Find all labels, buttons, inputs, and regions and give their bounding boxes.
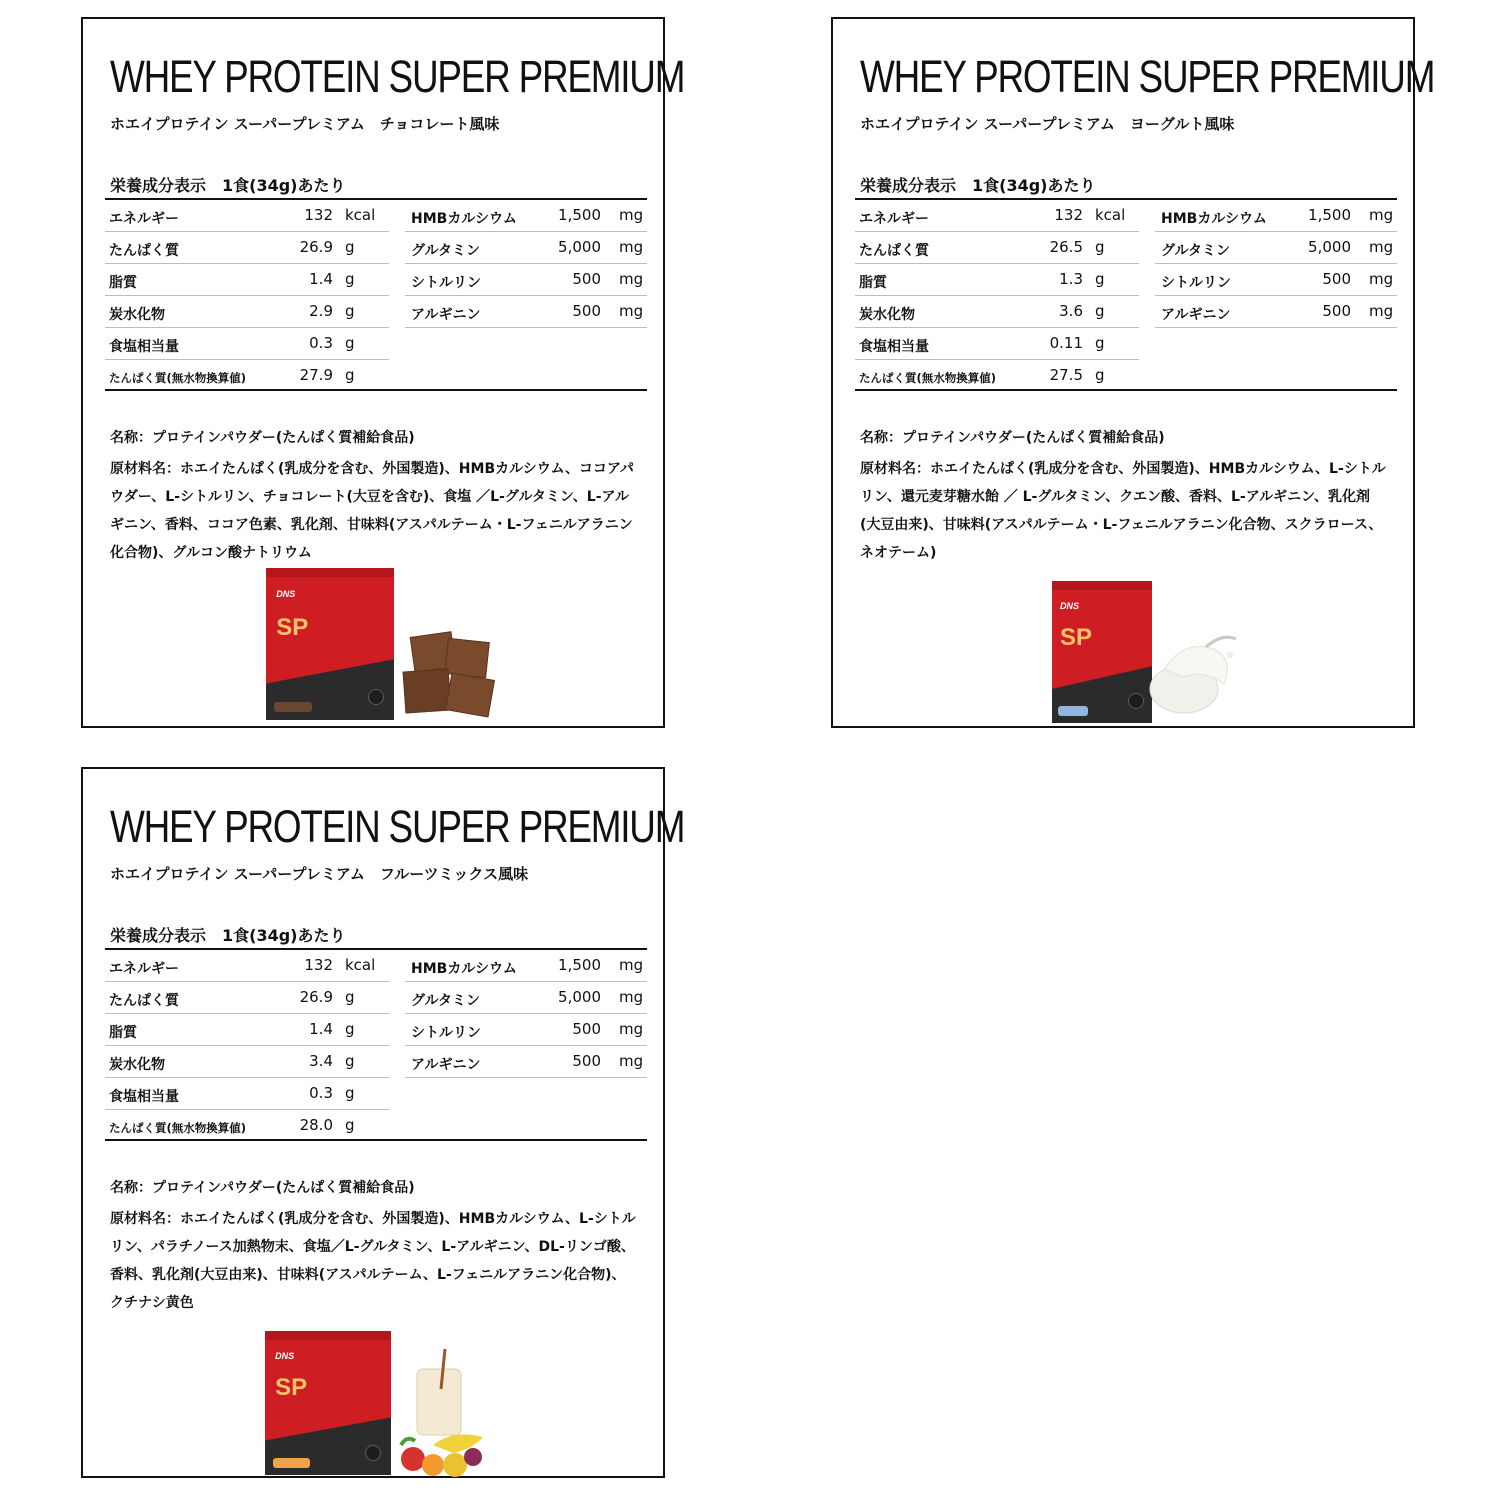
nutrient-label: 炭水化物 [859,307,915,323]
nutrient-value: 1.3 [1059,270,1083,288]
nutrition-row [105,1078,389,1110]
ingredients-text: 原材料名：ホエイたんぱく(乳成分を含む、外国製造)、HMBカルシウム、L-シトルリン、パラチノース加熱物末、食塩／L-グルタミン、L-アルギニン、DL-リンゴ酸、香料、乳化剤(大豆由来)、甘味料(アスパルテーム、L-フェニルアラニン化合物)、クチナシ黄色 [110,1211,636,1311]
supplement-row [1155,264,1397,296]
nutrient-value: 0.3 [309,1084,333,1102]
nutrient-value: 2.9 [309,302,333,320]
supplement-row [405,1046,647,1078]
supplement-value: 500 [1322,302,1351,320]
nutrient-label: エネルギー [859,211,929,227]
supplement-label: HMBカルシウム [411,211,517,227]
supplement-unit: mg [619,988,644,1006]
package-mark: SP [276,613,309,641]
product-card [831,17,1435,728]
nutrient-value: 0.3 [309,334,333,352]
supplement-value: 500 [572,270,601,288]
supplement-unit: mg [619,238,644,256]
supplement-value: 5,000 [558,988,601,1006]
nutrient-label: 食塩相当量 [859,339,929,355]
nutrient-label: 炭水化物 [109,307,165,323]
nutrient-unit: g [345,1084,355,1102]
product-package-image [266,568,394,720]
supplement-unit: mg [619,1052,644,1070]
supplement-unit: mg [1369,238,1394,256]
nutrient-value: 132 [304,206,333,224]
nutrient-unit: g [345,270,355,288]
package-flavor-tag [273,1458,311,1468]
nutrient-unit: g [1095,366,1105,384]
nutrient-value: 3.6 [1059,302,1083,320]
nutrient-value: 1.4 [309,270,333,288]
supplement-label: グルタミン [411,243,481,259]
supplement-label: HMBカルシウム [1161,211,1267,227]
supplement-label: グルタミン [411,993,481,1009]
nutrient-label: 炭水化物 [109,1057,165,1073]
nutrient-unit: kcal [1095,206,1126,224]
fruit-mix-image [393,1349,489,1479]
nutrition-column-main [105,950,389,1141]
supplement-value: 5,000 [558,238,601,256]
nutrient-label: 食塩相当量 [109,339,179,355]
supplement-unit: mg [619,956,644,974]
nutrition-column-main [105,200,389,391]
product-card [81,767,685,1478]
nutrition-row [105,1046,389,1078]
nutrient-unit: kcal [345,956,376,974]
supplement-label: アルギニン [411,307,481,323]
nutrient-unit: g [345,1052,355,1070]
package-flavor-tag [274,702,312,713]
nutrition-row [855,296,1139,328]
product-title: WHEY PROTEIN SUPER PREMIUM [860,51,1435,102]
nutrient-label: たんぱく質 [109,243,179,259]
nutrient-label: 食塩相当量 [109,1089,179,1105]
nutrition-row [855,264,1139,296]
supplement-label: シトルリン [411,275,481,291]
nutrient-value: 27.5 [1049,366,1083,384]
nutrient-value: 26.9 [299,988,333,1006]
nutrient-value: 3.4 [309,1052,333,1070]
nutrient-value: 26.5 [1049,238,1083,256]
package-top-band [1052,581,1152,590]
supplement-row [405,296,647,328]
nutrition-row [105,200,389,232]
supplement-row [405,982,647,1014]
supplement-value: 500 [572,302,601,320]
product-name-line: 名称：プロテインパウダー(たんぱく質補給食品) [110,1180,415,1196]
product-title: WHEY PROTEIN SUPER PREMIUM [110,801,685,852]
nutrition-row [105,950,389,982]
supplement-row [405,950,647,982]
supplement-value: 1,500 [558,956,601,974]
nutrient-unit: g [345,302,355,320]
nutrient-unit: g [1095,302,1105,320]
product-package-image [265,1331,391,1475]
package-seal-icon [365,1445,381,1461]
nutrient-label: たんぱく質 [859,243,929,259]
table-bottom-rule [105,389,647,391]
nutrition-row [855,328,1139,360]
product-name-line: 名称：プロテインパウダー(たんぱく質補給食品) [110,430,415,446]
supplement-label: アルギニン [411,1057,481,1073]
nutrient-value: 28.0 [299,1116,333,1134]
nutrition-row [855,360,1139,391]
supplement-label: シトルリン [411,1025,481,1041]
table-bottom-rule [105,1139,647,1141]
supplement-value: 1,500 [1308,206,1351,224]
chocolate-image [402,634,494,720]
nutrition-row [105,328,389,360]
supplement-row [405,264,647,296]
nutrition-row [105,232,389,264]
supplement-value: 5,000 [1308,238,1351,256]
package-logo: DNS [1060,600,1080,611]
nutrient-unit: g [1095,238,1105,256]
package-mark: SP [1060,623,1093,651]
supplement-label: シトルリン [1161,275,1231,291]
nutrient-value: 27.9 [299,366,333,384]
nutrition-heading: 栄養成分表示 1食(34g)あたり [860,176,1096,195]
supplement-value: 500 [572,1052,601,1070]
nutrient-unit: g [345,334,355,352]
supplement-value: 500 [572,1020,601,1038]
nutrition-row [855,200,1139,232]
package-top-band [265,1331,391,1340]
product-subtitle: ホエイプロテイン スーパープレミアム チョコレート風味 [110,115,500,133]
nutrient-value: 0.11 [1049,334,1083,352]
supplement-value: 1,500 [558,206,601,224]
package-seal-icon [368,689,384,705]
nutrient-value: 1.4 [309,1020,333,1038]
nutrition-heading: 栄養成分表示 1食(34g)あたり [110,176,346,195]
package-mark: SP [275,1374,308,1402]
yogurt-splash-image [1144,629,1240,721]
package-flavor-tag [1058,706,1088,716]
nutrient-unit: g [1095,270,1105,288]
ingredients-text: 原材料名：ホエイたんぱく(乳成分を含む、外国製造)、HMBカルシウム、L-シトルリン、還元麦芽糖水飴 ／ L-グルタミン、クエン酸、香料、L-アルギニン、乳化剤(大豆由来)、甘味料(アスパルテーム・L-フェニルアラニン化合物、スクラロース、ネオテーム) [860,461,1386,561]
nutrient-label: エネルギー [109,211,179,227]
nutrient-label: たんぱく質(無水物換算値) [859,371,997,385]
nutrient-value: 26.9 [299,238,333,256]
nutrition-row [105,982,389,1014]
supplement-label: HMBカルシウム [411,961,517,977]
nutrition-row [105,1110,389,1141]
nutrition-column-supplements [405,200,647,328]
package-logo: DNS [276,589,296,600]
ingredients-text: 原材料名：ホエイたんぱく(乳成分を含む、外国製造)、HMBカルシウム、ココアパウダー、L-シトルリン、チョコレート(大豆を含む)、食塩 ／L-グルタミン、L-アルギニン、香料、ココア色素、乳化剤、甘味料(アスパルテーム・L-フェニルアラニン化合物)、グルコン酸ナトリウム [110,461,634,561]
product-title: WHEY PROTEIN SUPER PREMIUM [110,51,685,102]
supplement-row [1155,232,1397,264]
supplement-unit: mg [1369,302,1394,320]
nutrient-value: 132 [304,956,333,974]
product-name-line: 名称：プロテインパウダー(たんぱく質補給食品) [860,430,1165,446]
nutrition-column-supplements [1155,200,1397,328]
nutrient-label: 脂質 [859,275,887,291]
supplement-row [1155,200,1397,232]
package-logo: DNS [275,1351,295,1362]
nutrient-label: 脂質 [109,275,137,291]
package-top-band [266,568,394,577]
nutrient-value: 132 [1054,206,1083,224]
supplement-unit: mg [619,1020,644,1038]
nutrition-heading: 栄養成分表示 1食(34g)あたり [110,926,346,945]
product-card [81,17,685,728]
nutrient-label: たんぱく質(無水物換算値) [109,371,247,385]
supplement-row [405,232,647,264]
nutrition-row [105,296,389,328]
nutrition-row [105,360,389,391]
nutrient-label: たんぱく質(無水物換算値) [109,1121,247,1135]
product-package-image [1052,581,1152,723]
nutrition-row [855,232,1139,264]
supplement-unit: mg [619,302,644,320]
supplement-row [405,1014,647,1046]
package-seal-icon [1128,693,1144,709]
nutrition-row [105,264,389,296]
nutrient-unit: g [1095,334,1105,352]
supplement-unit: mg [1369,270,1394,288]
supplement-label: グルタミン [1161,243,1231,259]
nutrition-row [105,1014,389,1046]
nutrient-unit: g [345,366,355,384]
supplement-row [1155,296,1397,328]
nutrient-label: 脂質 [109,1025,137,1041]
product-subtitle: ホエイプロテイン スーパープレミアム ヨーグルト風味 [860,115,1235,133]
supplement-unit: mg [619,206,644,224]
nutrient-label: たんぱく質 [109,993,179,1009]
nutrient-label: エネルギー [109,961,179,977]
supplement-unit: mg [619,270,644,288]
nutrition-column-main [855,200,1139,391]
supplement-label: アルギニン [1161,307,1231,323]
supplement-unit: mg [1369,206,1394,224]
nutrient-unit: g [345,1116,355,1134]
supplement-row [405,200,647,232]
nutrient-unit: g [345,988,355,1006]
table-bottom-rule [855,389,1397,391]
nutrient-unit: kcal [345,206,376,224]
nutrient-unit: g [345,238,355,256]
supplement-value: 500 [1322,270,1351,288]
product-subtitle: ホエイプロテイン スーパープレミアム フルーツミックス風味 [110,865,529,883]
nutrition-column-supplements [405,950,647,1078]
nutrient-unit: g [345,1020,355,1038]
